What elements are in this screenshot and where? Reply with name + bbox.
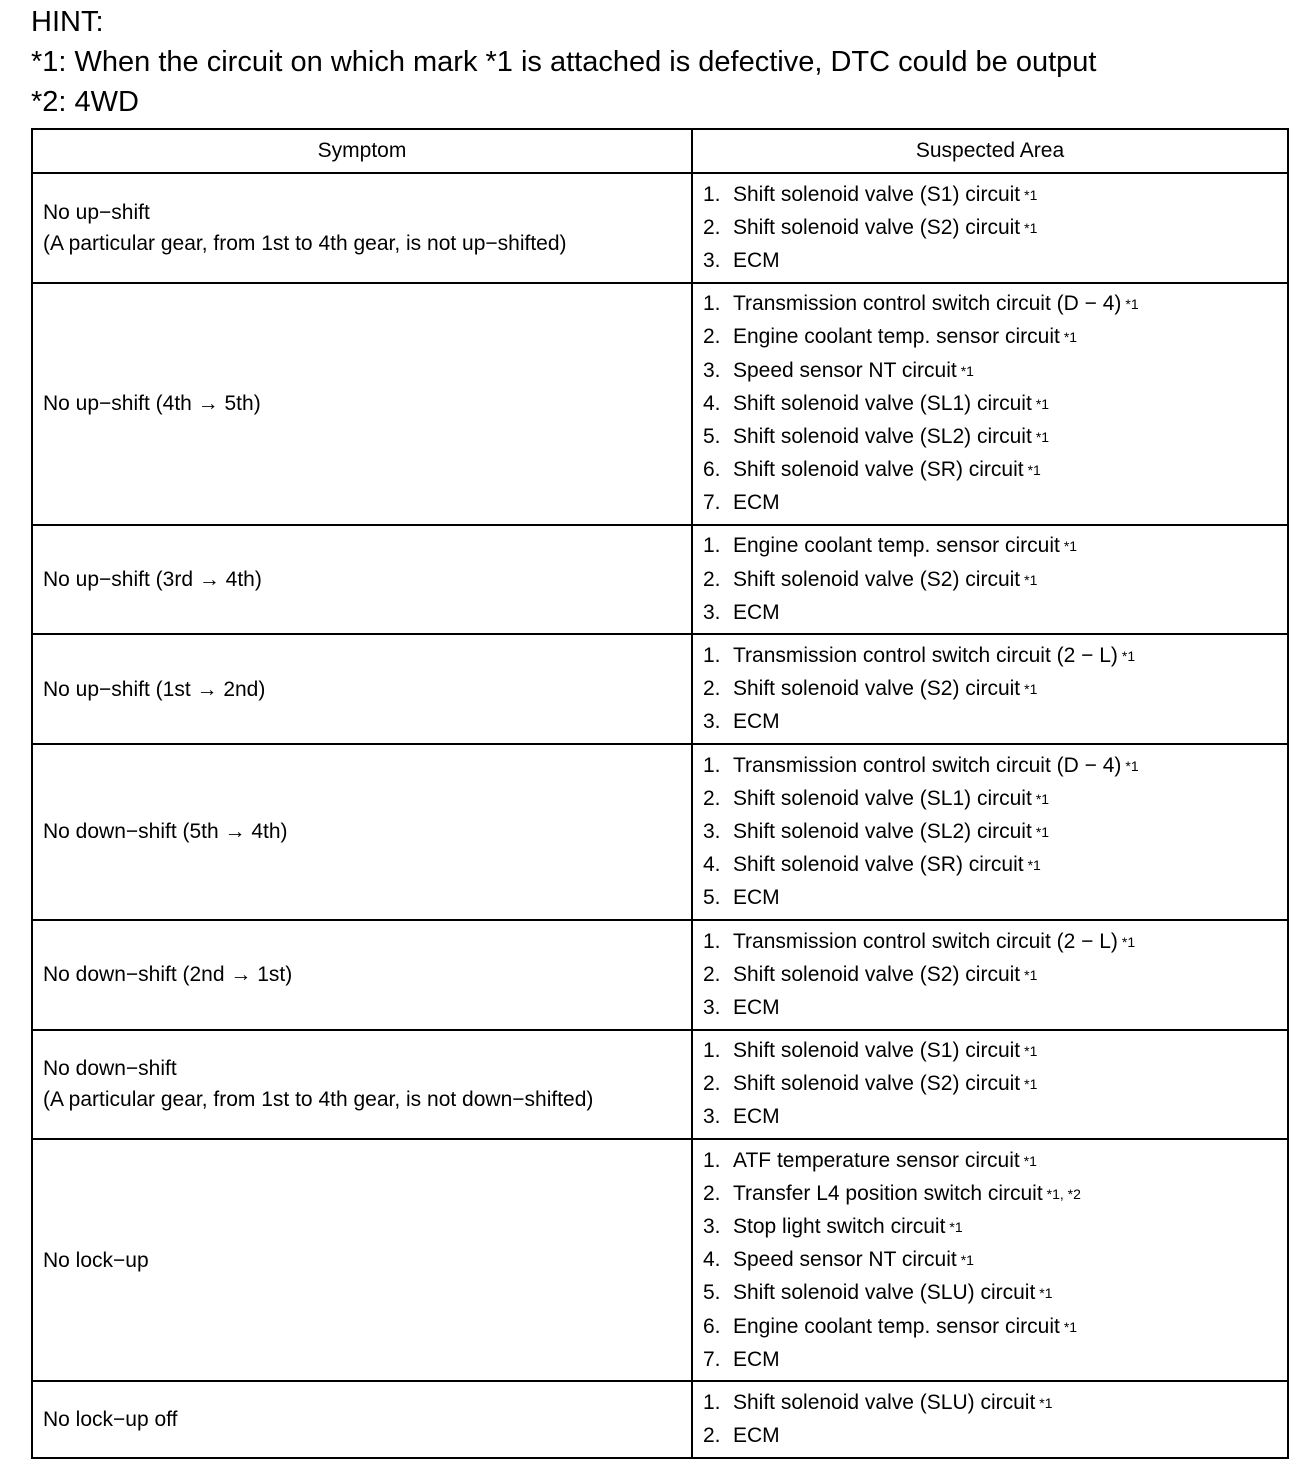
hint-title: HINT: (31, 6, 104, 38)
suspected-area-item (703, 244, 1287, 277)
suspected-area-item: 3. Stop light switch circuit *1 (703, 1215, 963, 1239)
item-text: Shift solenoid valve (SL1) circuit (733, 786, 1032, 810)
item-text: Shift solenoid valve (SLU) circuit (733, 1390, 1036, 1414)
suspected-area-item: 2. Shift solenoid valve (SL1) circuit *1 (703, 786, 1050, 810)
suspected-area-item: 2. Transfer L4 position switch circuit *1, *2 (703, 1181, 1081, 1205)
item-text: Shift solenoid valve (SLU) circuit (733, 1281, 1036, 1305)
item-number: 4. (703, 391, 721, 415)
suspected-area-item: 2. Shift solenoid valve (S2) circuit *1 (703, 1072, 1038, 1096)
item-number: 3. (703, 1215, 721, 1239)
item-text: Engine coolant temp. sensor circuit (733, 534, 1060, 558)
symptom-text: No lock−up off (43, 1408, 178, 1432)
symptom-cell (32, 525, 692, 635)
suspected-area-item: 4. Shift solenoid valve (SL1) circuit *1 (703, 391, 1050, 415)
item-number: 2. (703, 1072, 721, 1096)
item-number: 3. (703, 358, 721, 382)
item-number: 6. (703, 1314, 721, 1338)
item-number: 7. (703, 491, 721, 515)
suspected-area-item: 1. Engine coolant temp. sensor circuit *1 (703, 534, 1078, 558)
suspected-area-item (703, 1101, 1287, 1134)
symptom-cell (32, 173, 692, 283)
item-text: Shift solenoid valve (S2) circuit (733, 1072, 1021, 1096)
item-number: 3. (703, 710, 721, 734)
item-text: ECM (733, 886, 780, 910)
suspected-area-cell (692, 173, 1288, 283)
item-number: 5. (703, 1281, 721, 1305)
suspected-area-item: 3. Speed sensor NT circuit *1 (703, 358, 974, 382)
hint-note-2: *2: 4WD (31, 86, 139, 118)
item-text: Shift solenoid valve (S2) circuit (733, 962, 1021, 986)
item-text: Transmission control switch circuit (2 − L) (733, 929, 1118, 953)
header-suspected-area: Suspected Area (692, 129, 1288, 173)
table-row (32, 1139, 1288, 1381)
item-text: ECM (733, 1347, 780, 1371)
item-number: 2. (703, 325, 721, 349)
table-row (32, 744, 1288, 920)
table-row (32, 283, 1288, 525)
item-text: Shift solenoid valve (S2) circuit (733, 677, 1021, 701)
suspected-area-item: 4. Shift solenoid valve (SR) circuit *1 (703, 853, 1041, 877)
table-row (32, 1381, 1288, 1457)
suspected-area-item (703, 991, 1287, 1024)
suspected-area-item: 2. Shift solenoid valve (S2) circuit *1 (703, 677, 1038, 701)
item-text: Stop light switch circuit (733, 1215, 946, 1239)
table-row (32, 920, 1288, 1030)
suspected-area-item (703, 882, 1287, 915)
item-number: 3. (703, 995, 721, 1019)
item-number: 3. (703, 1105, 721, 1129)
suspected-area-cell (692, 1030, 1288, 1140)
item-text: ECM (733, 600, 780, 624)
item-number: 1. (703, 1039, 721, 1063)
hint-note-1: *1: When the circuit on which mark *1 is attached is defective, DTC could be output (31, 46, 1097, 78)
symptom-text: No down−shift (5th → 4th) (43, 820, 288, 844)
symptom-text: No up−shift (1st → 2nd) (43, 677, 266, 701)
item-number: 1. (703, 182, 721, 206)
suspected-area-item: 1. Transmission control switch circuit (2 − L) *1 (703, 644, 1136, 668)
item-number: 1. (703, 929, 721, 953)
suspected-area-cell (692, 283, 1288, 525)
symptom-cell (32, 1381, 692, 1457)
table-row (32, 173, 1288, 283)
item-text: ATF temperature sensor circuit (733, 1148, 1020, 1172)
suspected-area-item: 3. Shift solenoid valve (SL2) circuit *1 (703, 819, 1050, 843)
item-number: 1. (703, 644, 721, 668)
item-number: 2. (703, 215, 721, 239)
item-number: 2. (703, 567, 721, 591)
table-header-row (32, 129, 1288, 173)
symptom-text: No up−shift (43, 200, 150, 224)
symptom-cell (32, 1030, 692, 1140)
symptom-text: (A particular gear, from 1st to 4th gear, is not up−shifted) (43, 231, 567, 255)
suspected-area-item: 6. Shift solenoid valve (SR) circuit *1 (703, 458, 1041, 482)
item-text: Transmission control switch circuit (D − 4) (733, 292, 1122, 316)
symptom-text: No down−shift (43, 1057, 177, 1081)
item-text: ECM (733, 1424, 780, 1448)
symptom-text: No up−shift (4th → 5th) (43, 392, 261, 416)
symptom-text: (A particular gear, from 1st to 4th gear, is not down−shifted) (43, 1088, 594, 1112)
item-text: ECM (733, 491, 780, 515)
item-number: 1. (703, 1148, 721, 1172)
item-number: 1. (703, 753, 721, 777)
item-text: Engine coolant temp. sensor circuit (733, 1314, 1060, 1338)
symptom-text: No lock−up (43, 1248, 149, 1272)
suspected-area-item: 1. Transmission control switch circuit (D − 4) *1 (703, 292, 1139, 316)
item-number: 3. (703, 600, 721, 624)
item-number: 5. (703, 886, 721, 910)
suspected-area-cell (692, 634, 1288, 744)
suspected-area-cell (692, 744, 1288, 920)
symptom-cell (32, 283, 692, 525)
item-text: Shift solenoid valve (SL1) circuit (733, 391, 1032, 415)
item-number: 6. (703, 458, 721, 482)
suspected-area-item (703, 1343, 1287, 1376)
item-number: 3. (703, 248, 721, 272)
item-text: ECM (733, 1105, 780, 1129)
item-number: 4. (703, 1248, 721, 1272)
suspected-area-item: 5. Shift solenoid valve (SLU) circuit *1 (703, 1281, 1053, 1305)
item-number: 1. (703, 292, 721, 316)
suspected-area-cell (692, 1381, 1288, 1457)
item-text: Shift solenoid valve (S2) circuit (733, 215, 1021, 239)
item-text: Transfer L4 position switch circuit (733, 1181, 1043, 1205)
item-number: 2. (703, 677, 721, 701)
item-text: Transmission control switch circuit (D − 4) (733, 753, 1122, 777)
item-number: 2. (703, 962, 721, 986)
table-row (32, 525, 1288, 635)
suspected-area-item: 2. Shift solenoid valve (S2) circuit *1 (703, 215, 1038, 239)
symptom-table (31, 128, 1289, 1459)
header-symptom: Symptom (32, 129, 692, 173)
table-row (32, 634, 1288, 744)
suspected-area-item (703, 706, 1287, 739)
item-text: Transmission control switch circuit (2 − L) (733, 644, 1118, 668)
item-number: 2. (703, 786, 721, 810)
suspected-area-cell (692, 920, 1288, 1030)
suspected-area-item: 1. Transmission control switch circuit (2 − L) *1 (703, 929, 1136, 953)
item-text: Shift solenoid valve (S2) circuit (733, 567, 1021, 591)
item-text: Shift solenoid valve (SR) circuit (733, 458, 1024, 482)
symptom-text: No down−shift (2nd → 1st) (43, 963, 293, 987)
item-number: 1. (703, 1390, 721, 1414)
item-number: 4. (703, 853, 721, 877)
suspected-area-item: 2. Shift solenoid valve (S2) circuit *1 (703, 567, 1038, 591)
suspected-area-item: 2. Shift solenoid valve (S2) circuit *1 (703, 962, 1038, 986)
item-text: Shift solenoid valve (S1) circuit (733, 1039, 1021, 1063)
suspected-area-item: 1. Shift solenoid valve (SLU) circuit *1 (703, 1390, 1053, 1414)
item-text: Shift solenoid valve (SR) circuit (733, 853, 1024, 877)
suspected-area-item (703, 487, 1287, 520)
suspected-area-item: 2. Engine coolant temp. sensor circuit *1 (703, 325, 1078, 349)
suspected-area-item (703, 596, 1287, 629)
symptom-cell (32, 744, 692, 920)
item-text: Speed sensor NT circuit (733, 1248, 957, 1272)
suspected-area-item: 5. Shift solenoid valve (SL2) circuit *1 (703, 424, 1050, 448)
item-text: ECM (733, 995, 780, 1019)
suspected-area-item: 1. ATF temperature sensor circuit *1 (703, 1148, 1037, 1172)
symptom-cell (32, 634, 692, 744)
suspected-area-cell (692, 525, 1288, 635)
item-number: 5. (703, 424, 721, 448)
item-number: 3. (703, 819, 721, 843)
table-body (32, 173, 1288, 1458)
item-text: Shift solenoid valve (SL2) circuit (733, 819, 1032, 843)
item-text: Shift solenoid valve (SL2) circuit (733, 424, 1032, 448)
suspected-area-item (703, 1420, 1287, 1453)
symptom-cell (32, 920, 692, 1030)
symptom-text: No up−shift (3rd → 4th) (43, 568, 262, 592)
item-number: 2. (703, 1424, 721, 1448)
item-number: 7. (703, 1347, 721, 1371)
table-row (32, 1030, 1288, 1140)
item-text: ECM (733, 710, 780, 734)
item-text: Shift solenoid valve (S1) circuit (733, 182, 1021, 206)
suspected-area-item: 1. Transmission control switch circuit (D − 4) *1 (703, 753, 1139, 777)
suspected-area-item: 1. Shift solenoid valve (S1) circuit *1 (703, 182, 1038, 206)
hint-section (31, 2, 1096, 122)
item-number: 1. (703, 534, 721, 558)
symptom-cell (32, 1139, 692, 1381)
suspected-area-item: 1. Shift solenoid valve (S1) circuit *1 (703, 1039, 1038, 1063)
suspected-area-item: 6. Engine coolant temp. sensor circuit *1 (703, 1314, 1078, 1338)
item-text: Engine coolant temp. sensor circuit (733, 325, 1060, 349)
suspected-area-cell (692, 1139, 1288, 1381)
suspected-area-item: 4. Speed sensor NT circuit *1 (703, 1248, 974, 1272)
item-text: ECM (733, 248, 780, 272)
item-number: 2. (703, 1181, 721, 1205)
item-text: Speed sensor NT circuit (733, 358, 957, 382)
